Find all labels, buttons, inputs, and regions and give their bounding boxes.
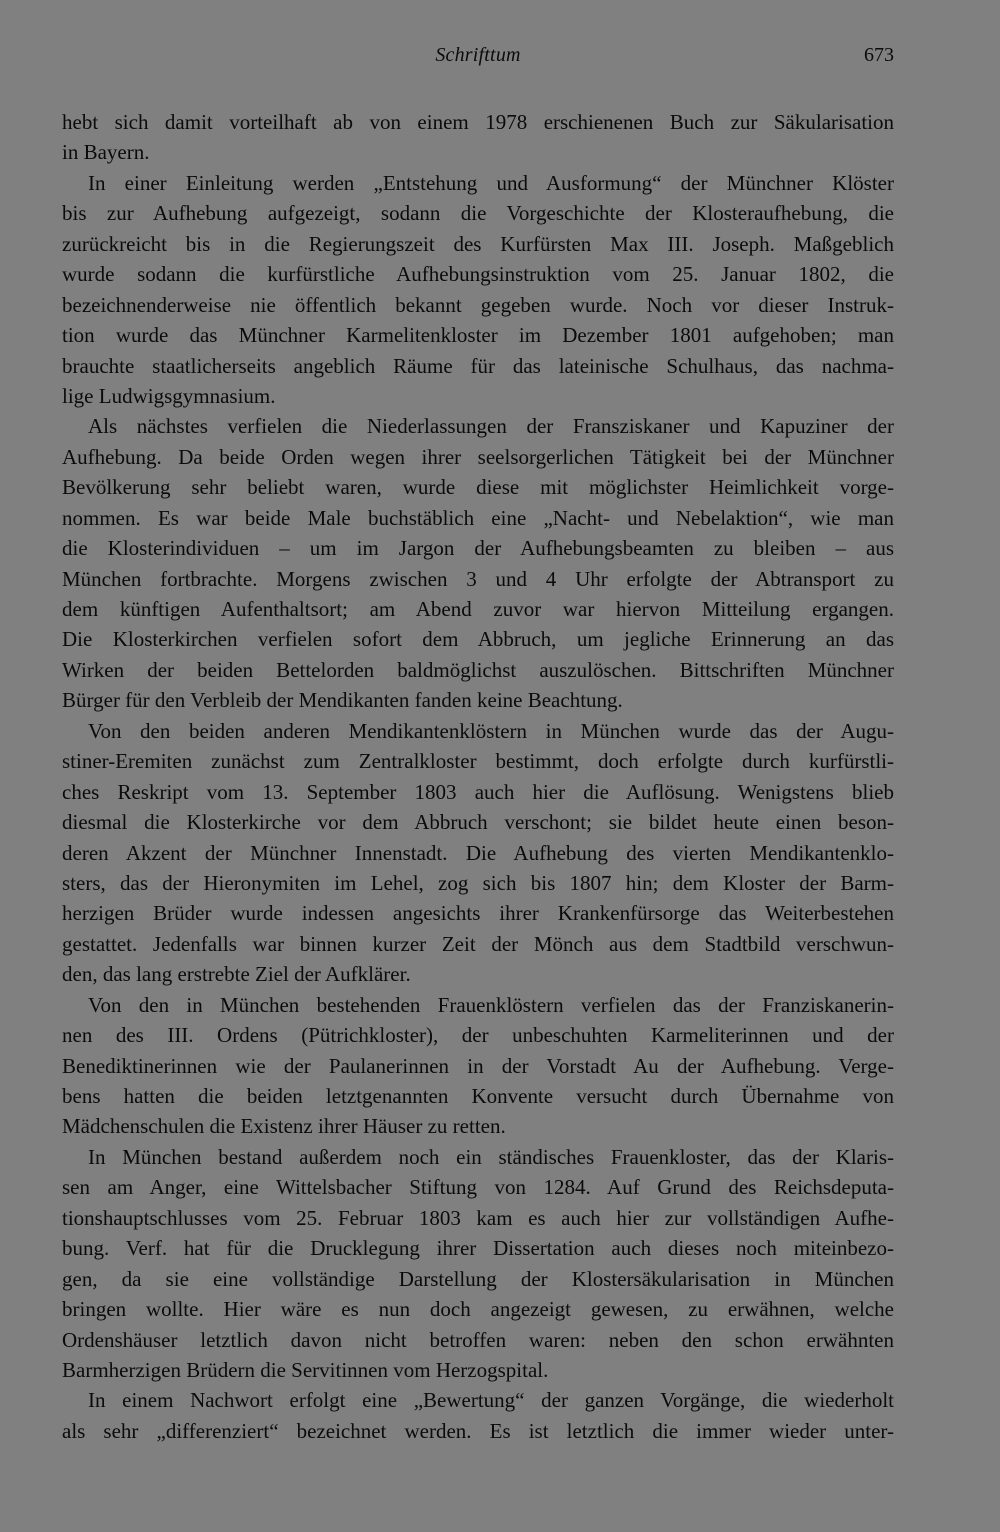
text-line: Als nächstes verfielen die Niederlassungen der Fransziskaner und Kapuziner der [88, 414, 894, 439]
text-line: Ordenshäuser letztlich davon nicht betroffen waren: neben den schon erwähnten [62, 1327, 894, 1352]
text-line: tionshauptschlusses vom 25. Februar 1803 kam es auch hier zur vollständigen Aufhe- [62, 1205, 894, 1230]
body-text [62, 107, 894, 1446]
text-line: gen, da sie eine vollständige Darstellung der Klostersäkularisation in München [62, 1266, 894, 1291]
text-line: In einem Nachwort erfolgt eine „Bewertung“ der ganzen Vorgänge, die wiederholt [88, 1388, 894, 1413]
text-line: Benediktinerinnen wie der Paulanerinnen in der Vorstadt Au der Aufhebung. Verge- [62, 1053, 894, 1078]
text-line: Von den in München bestehenden Frauenklöstern verfielen das der Franziskanerin- [88, 992, 894, 1017]
text-line: den, das lang erstrebte Ziel der Aufklärer. [62, 962, 411, 987]
text-line: diesmal die Klosterkirche vor dem Abbruch verschont; sie bildet heute einen beson- [62, 810, 894, 835]
text-line: Die Klosterkirchen verfielen sofort dem Abbruch, um jegliche Erinnerung an das [62, 627, 894, 652]
running-title: Schrifttum [435, 44, 521, 66]
text-line: nen des III. Ordens (Pütrichkloster), der unbeschuhten Karmeliterinnen und der [62, 1023, 894, 1048]
paragraph [62, 168, 894, 412]
text-line: sen am Anger, eine Wittelsbacher Stiftung von 1284. Auf Grund des Reichsdeputa- [62, 1175, 894, 1200]
running-head [62, 44, 894, 72]
text-line: wurde sodann die kurfürstliche Aufhebungsinstruktion vom 25. Januar 1802, die [62, 262, 894, 287]
text-line: Mädchenschulen die Existenz ihrer Häuser zu retten. [62, 1114, 506, 1139]
text-line: dem künftigen Aufenthaltsort; am Abend zuvor war hiervon Mitteilung ergangen. [62, 597, 894, 621]
paragraph [62, 107, 894, 168]
page-number: 673 [864, 44, 894, 66]
text-line: die Klosterindividuen – um im Jargon der Aufhebungsbeamten zu bleiben – aus [62, 536, 894, 561]
text-line: gestattet. Jedenfalls war binnen kurzer Zeit der Mönch aus dem Stadtbild verschwun- [62, 931, 894, 956]
paragraph [62, 716, 894, 990]
text-line: sters, das der Hieronymiten im Lehel, zog sich bis 1807 hin; dem Kloster der Barm- [62, 870, 894, 895]
text-line: Wirken der beiden Bettelorden baldmöglichst auszulöschen. Bittschriften Münchner [62, 657, 894, 682]
text-line: ches Reskript vom 13. September 1803 auch hier die Auflösung. Wenigstens blieb [62, 779, 894, 804]
text-line: herzigen Brüder wurde indessen angesichts ihrer Krankenfürsorge das Weiterbestehen [62, 901, 894, 926]
text-line: deren Akzent der Münchner Innenstadt. Die Aufhebung des vierten Mendikantenklo- [62, 840, 894, 865]
paragraph [62, 411, 894, 715]
paragraph [62, 1142, 894, 1386]
paragraph [62, 990, 894, 1142]
text-line: Bürger für den Verbleib der Mendikanten fanden keine Beachtung. [62, 688, 623, 713]
text-line: tion wurde das Münchner Karmelitenkloster im Dezember 1801 aufgehoben; man [62, 323, 894, 348]
text-line: zurückreicht bis in die Regierungszeit des Kurfürsten Max III. Joseph. Maßgeblich [62, 231, 894, 256]
text-line: Von den beiden anderen Mendikantenklöstern in München wurde das der Augu- [88, 718, 894, 743]
text-line: hebt sich damit vorteilhaft ab von einem 1978 erschienenen Buch zur Säkularisation [62, 110, 894, 134]
text-line: München fortbrachte. Morgens zwischen 3 und 4 Uhr erfolgte der Abtransport zu [62, 566, 894, 591]
text-line: Aufhebung. Da beide Orden wegen ihrer seelsorgerlichen Tätigkeit bei der Münchner [62, 444, 894, 469]
text-line: brauchte staatlicherseits angeblich Räume für das lateinische Schulhaus, das nachma- [62, 353, 894, 378]
text-line: Bevölkerung sehr beliebt waren, wurde diese mit möglichster Heimlichkeit vorge- [62, 475, 894, 500]
text-line: bezeichnenderweise nie öffentlich bekannt gegeben wurde. Noch vor dieser Instruk- [62, 292, 894, 317]
paragraph [62, 1385, 894, 1446]
text-line: bung. Verf. hat für die Drucklegung ihrer Dissertation auch dieses noch miteinbezo- [62, 1236, 894, 1261]
text-line: Barmherzigen Brüdern die Servitinnen vom Herzogspital. [62, 1357, 549, 1382]
text-line: lige Ludwigsgymnasium. [62, 383, 276, 408]
text-line: stiner-Eremiten zunächst zum Zentralkloster bestimmt, doch erfolgte durch kurfürstli- [62, 749, 894, 774]
text-line: nommen. Es war beide Male buchstäblich eine „Nacht- und Nebelaktion“, wie man [62, 505, 894, 530]
text-line: In einer Einleitung werden „Entstehung und Ausformung“ der Münchner Klöster [88, 170, 894, 195]
text-line: bis zur Aufhebung aufgezeigt, sodann die Vorgeschichte der Klosteraufhebung, die [62, 201, 894, 226]
text-line: bens hatten die beiden letztgenannten Konvente versucht durch Übernahme von [62, 1084, 894, 1108]
text-line: als sehr „differenziert“ bezeichnet werden. Es ist letztlich die immer wieder unter- [62, 1418, 894, 1443]
text-line: In München bestand außerdem noch ein ständisches Frauenkloster, das der Klaris- [88, 1144, 894, 1169]
text-line: in Bayern. [62, 140, 150, 165]
text-line: bringen wollte. Hier wäre es nun doch angezeigt gewesen, zu erwähnen, welche [62, 1297, 894, 1322]
